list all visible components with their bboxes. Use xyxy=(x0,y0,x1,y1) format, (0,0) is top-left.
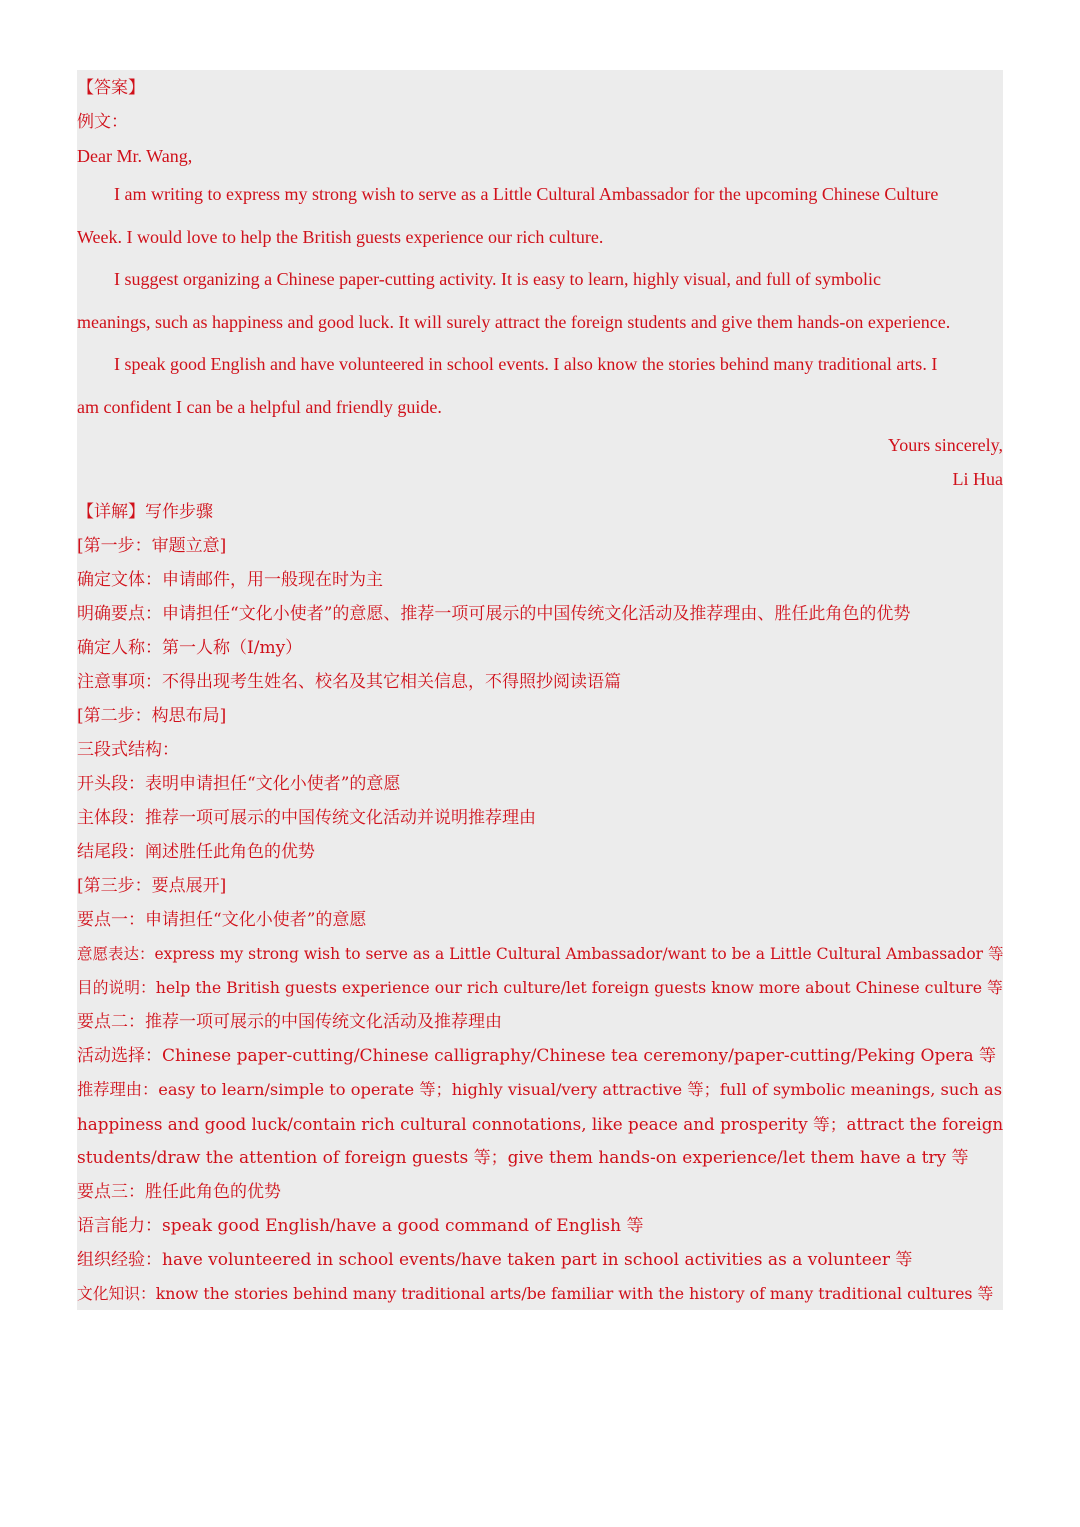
explanation-line: 要点三：胜任此角色的优势 xyxy=(77,1182,281,1202)
letter-paragraph-3-line-2: am confident I can be a helpful and friendly guide. xyxy=(77,397,442,417)
explanation-line: 文化知识：know the stories behind many traditional arts/be familiar with the history of many traditional cultures 等 xyxy=(77,1284,994,1303)
explanation-line: 要点一：申请担任“文化小使者”的意愿 xyxy=(77,910,367,930)
explanation-line: 明确要点：申请担任“文化小使者”的意愿、推荐一项可展示的中国传统文化活动及推荐理由、胜任此角色的优势 xyxy=(77,604,911,624)
explanation-line: 确定文体：申请邮件，用一般现在时为主 xyxy=(77,570,383,590)
explanation-line: 要点二：推荐一项可展示的中国传统文化活动及推荐理由 xyxy=(77,1012,502,1032)
explanation-line: 开头段：表明申请担任“文化小使者”的意愿 xyxy=(77,774,401,794)
explanation-line: 意愿表达：express my strong wish to serve as a Little Cultural Ambassador/want to be a Little Cultural Ambassador 等 xyxy=(77,945,1004,963)
explanation-line: 目的说明：help the British guests experience our rich culture/let foreign guests know more about Chinese culture 等 xyxy=(77,978,1003,997)
explanation-line: [第二步：构思布局] xyxy=(77,706,227,726)
explanation-line: 结尾段：阐述胜任此角色的优势 xyxy=(77,842,315,862)
letter-paragraph-1-line-2: Week. I would love to help the British guests experience our rich culture. xyxy=(77,227,604,247)
explanation-line: [第三步：要点展开] xyxy=(77,876,227,896)
letter-paragraph-1-line-1: I am writing to express my strong wish to serve as a Little Cultural Ambassador for the upcoming Chinese Culture xyxy=(114,184,939,204)
letter-closing: Yours sincerely, xyxy=(888,435,1003,455)
explanation-line: happiness and good luck/contain rich cultural connotations, like peace and prosperity 等；attract the foreign xyxy=(77,1114,1004,1134)
answer-panel xyxy=(77,70,1003,1310)
explanation-line: 推荐理由：easy to learn/simple to operate 等；highly visual/very attractive 等；full of symbolic meanings, such as xyxy=(77,1080,1003,1099)
explanation-line: 三段式结构： xyxy=(77,740,179,760)
explanation-line: 主体段：推荐一项可展示的中国传统文化活动并说明推荐理由 xyxy=(77,808,536,828)
sample-label: 例文： xyxy=(77,112,128,132)
letter-paragraph-2-line-1: I suggest organizing a Chinese paper-cutting activity. It is easy to learn, highly visual, and full of symbolic xyxy=(114,269,881,289)
letter-signature: Li Hua xyxy=(952,469,1003,489)
explanation-line: 活动选择：Chinese paper-cutting/Chinese calligraphy/Chinese tea ceremony/paper-cutting/Peking Opera 等 xyxy=(77,1046,997,1066)
letter-paragraph-2-line-2: meanings, such as happiness and good luck. It will surely attract the foreign students and give them hands-on experience. xyxy=(77,312,951,332)
explanation-header: 【详解】写作步骤 xyxy=(77,502,213,522)
letter-salutation: Dear Mr. Wang, xyxy=(77,146,193,166)
explanation-line: 语言能力：speak good English/have a good command of English 等 xyxy=(77,1216,644,1236)
answer-header: 【答案】 xyxy=(77,78,145,98)
explanation-line: students/draw the attention of foreign guests 等；give them hands-on experience/let them have a try 等 xyxy=(77,1148,969,1168)
letter-paragraph-3-line-1: I speak good English and have volunteered in school events. I also know the stories behind many traditional arts. I xyxy=(114,354,938,374)
explanation-line: 组织经验：have volunteered in school events/have taken part in school activities as a volunteer 等 xyxy=(77,1250,913,1270)
explanation-line: [第一步：审题立意] xyxy=(77,536,227,556)
explanation-line: 注意事项：不得出现考生姓名、校名及其它相关信息，不得照抄阅读语篇 xyxy=(77,672,621,692)
explanation-line: 确定人称：第一人称（I/my） xyxy=(77,638,303,658)
